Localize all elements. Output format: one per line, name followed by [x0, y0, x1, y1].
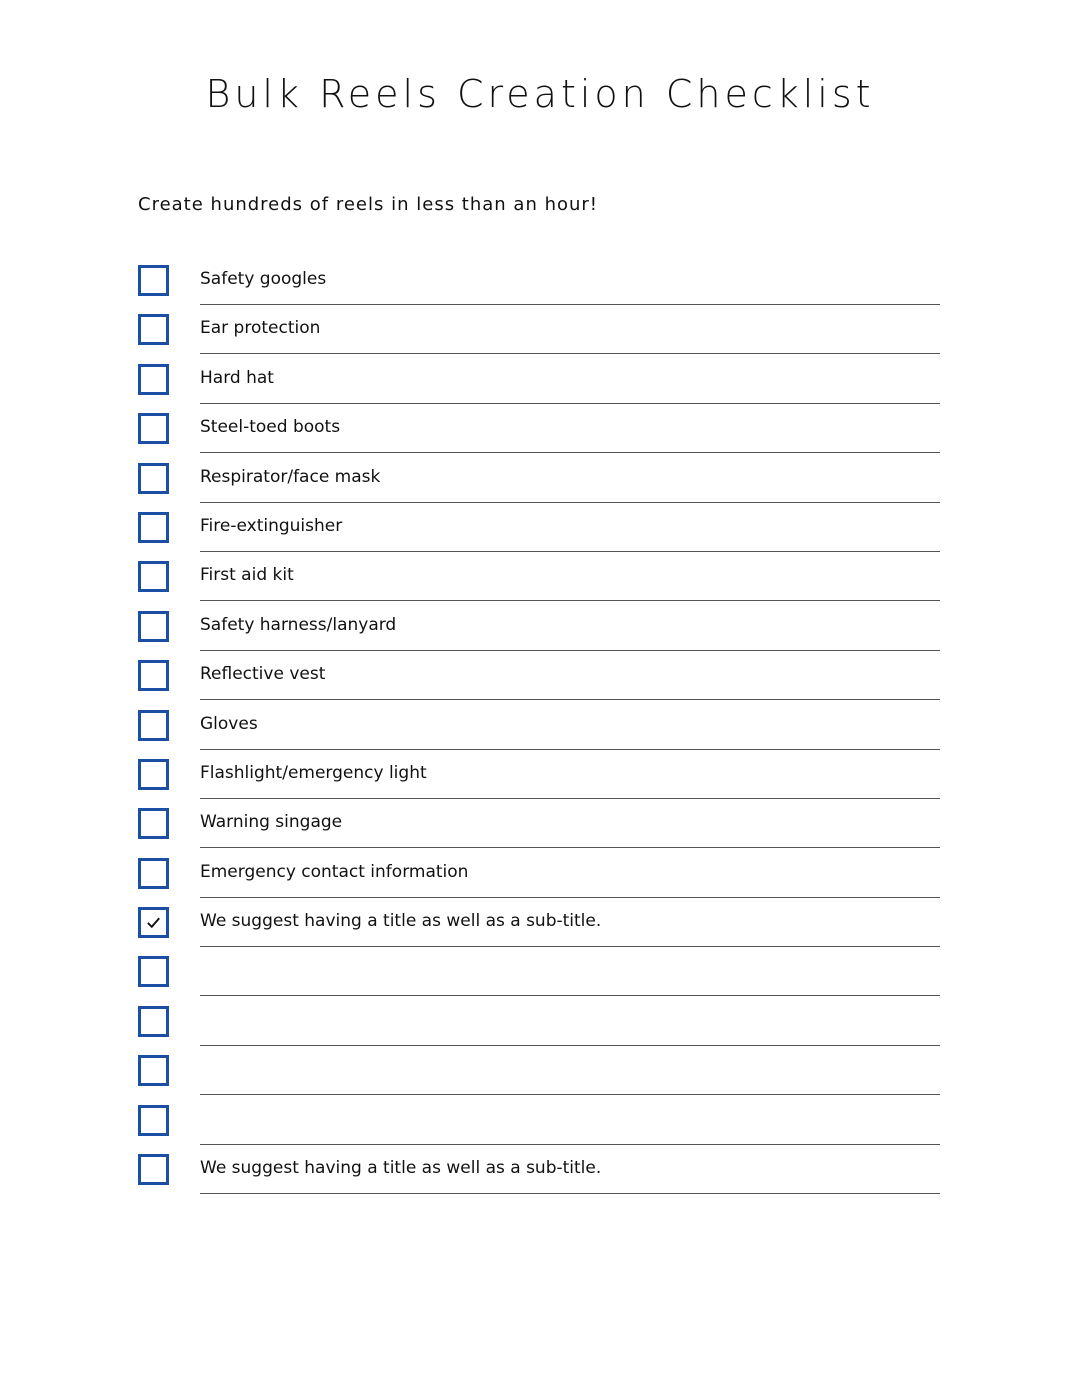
checklist-item-label: Gloves	[200, 713, 258, 734]
checklist-item-label: We suggest having a title as well as a sub-title.	[200, 911, 602, 932]
checklist-item-label: Safety googles	[200, 269, 327, 289]
checkbox[interactable]	[138, 1154, 169, 1185]
checklist-item	[138, 700, 940, 749]
checklist-item	[138, 354, 940, 403]
checkbox[interactable]	[138, 808, 169, 839]
checkbox[interactable]	[138, 611, 169, 642]
checkbox[interactable]	[138, 956, 169, 987]
page-title: Bulk Reels Creation Checklist	[205, 72, 875, 116]
checkbox[interactable]	[138, 907, 169, 938]
underline-rule	[200, 1193, 940, 1194]
checklist-item	[138, 551, 940, 600]
checklist-item-label: Warning singage	[200, 812, 343, 833]
checkbox[interactable]	[138, 265, 169, 296]
checklist-item	[138, 650, 940, 699]
checklist-item	[138, 1144, 940, 1193]
checklist	[138, 255, 940, 1193]
checkbox[interactable]	[138, 710, 169, 741]
checkmark-icon	[144, 913, 163, 932]
checklist-item	[138, 996, 940, 1045]
checklist-item	[138, 502, 940, 551]
checklist-item	[138, 1045, 940, 1094]
checklist-item-label: Reflective vest	[200, 664, 326, 685]
checkbox[interactable]	[138, 561, 169, 592]
checkbox[interactable]	[138, 858, 169, 889]
checklist-item	[138, 255, 940, 304]
checklist-item-label: Safety harness/lanyard	[200, 614, 397, 635]
checkbox[interactable]	[138, 364, 169, 395]
checklist-item	[138, 601, 940, 650]
checkbox[interactable]	[138, 660, 169, 691]
checklist-item	[138, 946, 940, 995]
checklist-item	[138, 897, 940, 946]
checklist-item-label: First aid kit	[200, 565, 294, 586]
checklist-item	[138, 403, 940, 452]
page-subtitle: Create hundreds of reels in less than an hour!	[138, 194, 599, 215]
checklist-item	[138, 304, 940, 353]
checklist-item-label: Flashlight/emergency light	[200, 762, 427, 783]
checklist-item-label: Emergency contact information	[200, 861, 469, 882]
checkbox[interactable]	[138, 1006, 169, 1037]
checkbox[interactable]	[138, 463, 169, 494]
checklist-item-label: Steel-toed boots	[200, 417, 341, 438]
checkbox[interactable]	[138, 314, 169, 345]
checklist-item	[138, 749, 940, 798]
checkbox[interactable]	[138, 1105, 169, 1136]
checklist-item	[138, 798, 940, 847]
checklist-item-label: We suggest having a title as well as a sub-title.	[200, 1158, 602, 1179]
checkbox[interactable]	[138, 413, 169, 444]
checklist-item	[138, 453, 940, 502]
checklist-item-label: Respirator/face mask	[200, 466, 381, 487]
checklist-item	[138, 1095, 940, 1144]
checkbox[interactable]	[138, 759, 169, 790]
checkbox[interactable]	[138, 1055, 169, 1086]
checklist-item-label: Fire-extinguisher	[200, 515, 343, 536]
checkbox[interactable]	[138, 512, 169, 543]
checklist-item-label: Hard hat	[200, 367, 274, 388]
checklist-item-label: Ear protection	[200, 318, 321, 339]
checklist-item	[138, 848, 940, 897]
